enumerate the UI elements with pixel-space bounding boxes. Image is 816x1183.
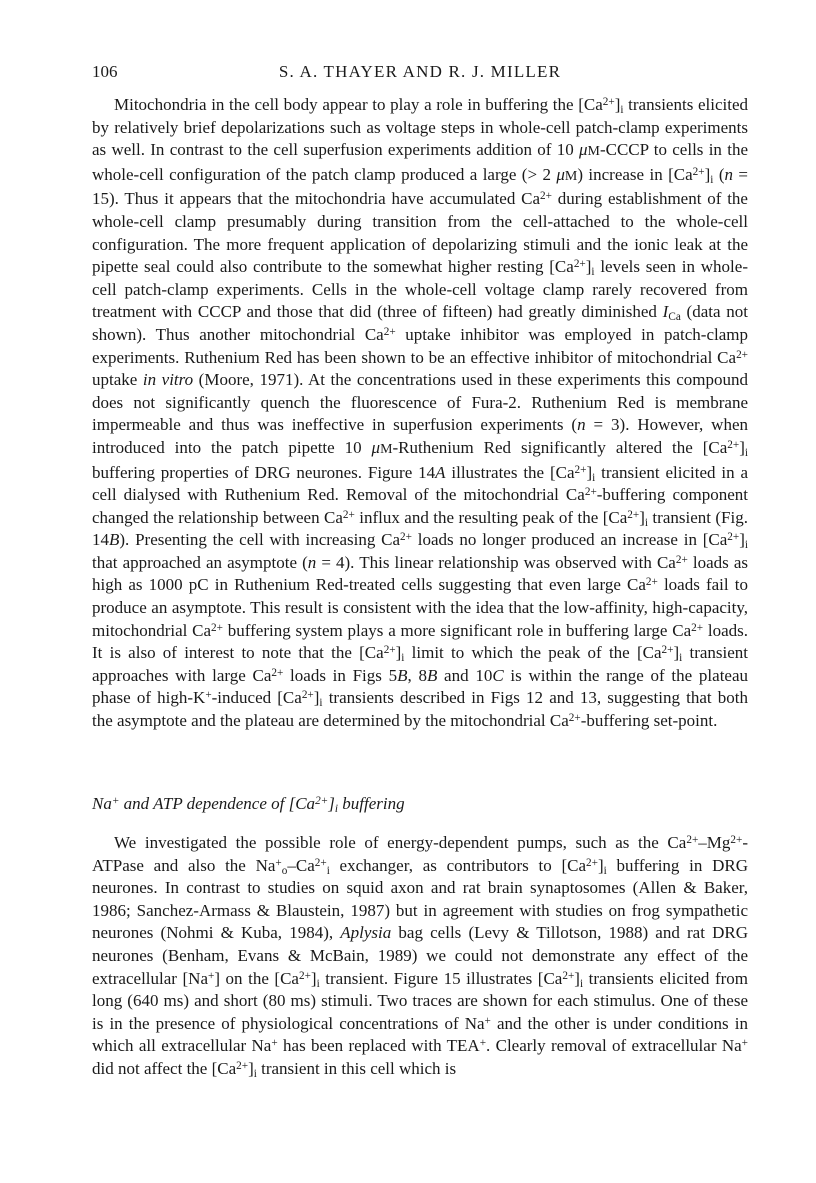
page-number: 106: [92, 62, 118, 81]
running-header: [92, 62, 748, 86]
paragraph-mitochondria: Mitochondria in the cell body appear to play a role in buffering the $[Ca^{2+}]_i$ transients elicited by relatively brief depolarizations such as voltage steps in whole-cell patch-clamp experiments as well. In contrast to the cell superfusion experiments addition of 10 μM-CCCP to cells in the whole-cell configuration of the patch clamp produced a large (> 2 μM) increase in $[Ca^{2+}]_i$ (n = 15). Thus it appears that the mitochondria have accumulated $Ca^{2+}$ during establishment of the whole-cell clamp presumably during transition from the cell-attached to the whole-cell configuration. The more frequent application of depolarizing stimuli and the ionic leak at the pipette seal could also contribute to the somewhat higher resting $[Ca^{2+}]_i$ levels seen in whole-cell patch-clamp experiments. Cells in the whole-cell voltage clamp rarely recovered from treatment with CCCP and those that did (three of fifteen) had greatly diminished $I_{Ca}$ (data not shown). Thus another mitochondrial $Ca^{2+}$ uptake inhibitor was employed in patch-clamp experiments. Ruthenium Red has been shown to be an effective inhibitor of mitochondrial $Ca^{2+}$ uptake in vitro (Moore, 1971). At the concentrations used in these experiments this compound does not significantly quench the fluorescence of Fura-2. Ruthenium Red is membrane impermeable and thus was ineffective in superfusion experiments (n = 3). However, when introduced into the patch pipette 10 μM-Ruthenium Red significantly altered the $[Ca^{2+}]_i$ buffering properties of DRG neurones. Figure 14A illustrates the $[Ca^{2+}]_i$ transient elicited in a cell dialysed with Ruthenium Red. Removal of the mitochondrial $Ca^{2+}$-buffering component changed the relationship between $Ca^{2+}$ influx and the resulting peak of the $[Ca^{2+}]_i$ transient (Fig. 14B). Presenting the cell with increasing $Ca^{2+}$ loads no longer produced an increase in $[Ca^{2+}]_i$ that approached an asymptote (n = 4). This linear relationship was observed with $Ca^{2+}$ loads as high as 1000 pC in Ruthenium Red-treated cells suggesting that even large $Ca^{2+}$ loads fail to produce an asymptote. This result is consistent with the idea that the low-affinity, high-capacity, mitochondrial $Ca^{2+}$ buffering system plays a more significant role in buffering large $Ca^{2+}$ loads. It is also of interest to note that the $[Ca^{2+}]_i$ limit to which the peak of the $[Ca^{2+}]_i$ transient approaches with large $Ca^{2+}$ loads in Figs 5B, 8B and 10C is within the range of the plateau phase of high-K+-induced $[Ca^{2+}]_i$ transients described in Figs 12 and 13, suggesting that both the asymptote and the plateau are determined by the mitochondrial $Ca^{2+}$-buffering set-point.: [92, 95, 749, 731]
section-heading: Na+ and ATP dependence of $[Ca^{2+}]_i$ buffering: [92, 794, 405, 815]
running-head-authors: S. A. THAYER AND R. J. MILLER: [278, 62, 562, 81]
paragraph-na-atp: We investigated the possible role of energy-dependent pumps, such as the $Ca^{2+}-Mg^{2+}$-ATPase and also the $Na^+_o-Ca^{2+}_i$ exchanger, as contributors to $[Ca^{2+}]_i$ buffering in DRG neurones. In contrast to studies on squid axon and rat brain synaptosomes (Allen & Baker, 1986; Sanchez-Armass & Blaustein, 1987) but in agreement with studies on frog sympathetic neurones (Nohmi & Kuba, 1984), Aplysia bag cells (Levy & Tillotson, 1988) and rat DRG neurones (Benham, Evans & McBain, 1989) we could not demonstrate any effect of the extracellular [Na+] on the $[Ca^{2+}]_i$ transient. Figure 15 illustrates $[Ca^{2+}]_i$ transients elicited from long (640 ms) and short (80 ms) stimuli. Two traces are shown for each stimulus. One of these is in the presence of physiological concentrations of Na+ and the other is under conditions in which all extracellular Na+ has been replaced with TEA+. Clearly removal of extracellular Na+ did not affect the $[Ca^{2+}]_i$ transient in this cell which is: [92, 833, 749, 1080]
